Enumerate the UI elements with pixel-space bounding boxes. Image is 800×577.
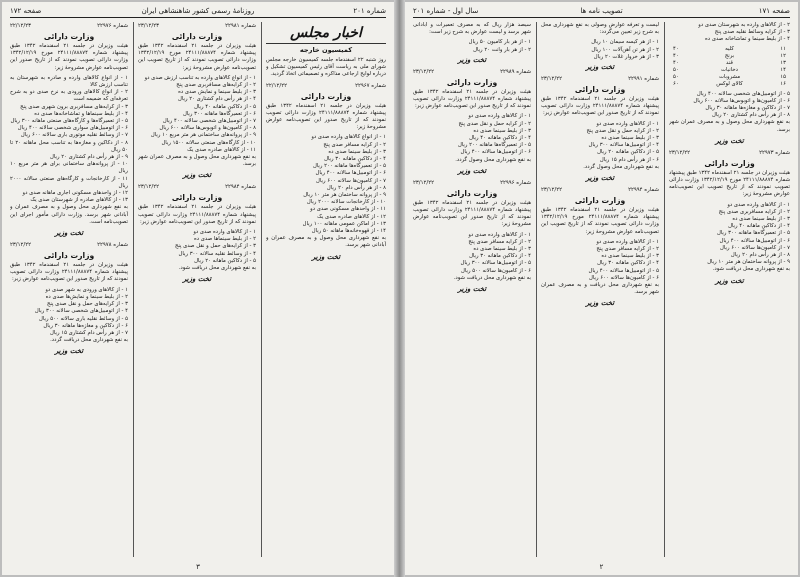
decree-number-row bbox=[138, 183, 256, 191]
column-divider bbox=[664, 22, 665, 557]
decree-list-item: ۴ - از هر رأس دام کشتاری ۲۰ ریال bbox=[178, 96, 256, 103]
decree-list-item: ۶ - از هر رأس دام ۱۵ ریال bbox=[599, 156, 659, 163]
decree-list-item: ۵ - از دکاکین ماهانه ۲۰ ریال bbox=[194, 257, 256, 264]
decree-list-item: ۳ - از کرایه‌های حمل و نقل صدی پنج bbox=[174, 243, 256, 250]
decree-list-item: ۲ - از کرایه مسافر صدی پنج bbox=[596, 246, 659, 253]
left-page-column-1 bbox=[10, 22, 128, 557]
decree-date: ۲۳/۱۲/۲۲ bbox=[413, 179, 435, 186]
tariff-cell: ۱۵ bbox=[780, 73, 786, 80]
decree-paragraph: به نفع شهرداری محل دریافت شود. bbox=[712, 266, 790, 273]
decree-paragraph: به نفع شهرداری محل دریافت شود. bbox=[178, 265, 256, 272]
decree-ministry-title: وزارت دارائی bbox=[300, 91, 352, 101]
tariff-cell: برنج bbox=[724, 52, 735, 59]
decree-list-item: ۴ - از دکاکین ماهانه ۴۰ ریال bbox=[728, 223, 790, 230]
prime-minister-signature: تخت وزیر bbox=[311, 252, 341, 261]
decree-list-item: ۹ - از پروانه ساختمان هر متر ۱۰ ریال bbox=[303, 192, 386, 199]
decree-paragraph: به نفع شهرداری محل وصول گردد. bbox=[583, 163, 659, 170]
decree-list-item: ۴ - از بلیط سینماها و تماشاخانه‌ها صدی ده bbox=[34, 110, 128, 117]
tariff-cell: ۴۰ bbox=[673, 52, 679, 59]
majlis-news-masthead: اخبار مجلس bbox=[266, 23, 386, 44]
decree-ministry-title: وزارت دارائی bbox=[43, 251, 95, 261]
decree-list-item: ۹ - از پروانه‌های ساختمانی هر متر مربع ۱۰ ریال bbox=[150, 132, 256, 139]
decree-list-item: ۷ - از کامیون‌ها سالانه ۶۰۰ ریال bbox=[316, 177, 386, 184]
tariff-row bbox=[669, 46, 790, 53]
decree-list-item: ۷ - از اتومبیل‌های شخصی سالانه ۴۰۰ ریال bbox=[162, 118, 256, 125]
decree-list-item: ۴ - از اتومبیل‌های شخصی سالانه ۳۰۰ ریال bbox=[34, 308, 128, 315]
decree-paragraph: به نفع شهرداری محل وصول و به مصرف عمران شهر برسد. bbox=[669, 119, 790, 133]
decree-list-item: ۲ - از بلیط سینماها صدی ده bbox=[193, 236, 256, 243]
prime-minister-signature: تخت وزیر bbox=[54, 229, 84, 238]
tariff-row bbox=[669, 67, 790, 74]
decree-list-item: ۳ - از کرایه‌های مسافربری برون شهری صدی پنج bbox=[20, 103, 128, 110]
decree-list-item: ۵ - از دکاکین ماهانه ۲۰ ریال bbox=[597, 149, 659, 156]
left-page-number: ۳ bbox=[196, 563, 200, 571]
decree-list-item: ۱ - از کالاهای وارده صدی دو bbox=[596, 238, 659, 245]
decree-list-item: ۶ - از دکاکین و مغازه‌ها ماهانه ۳۰ ریال bbox=[43, 322, 128, 329]
decree-list-item: ۲ - از کرایه مسافر صدی پنج bbox=[468, 238, 531, 245]
decree-list-item: ۲ - از بلیط سینما و نمایش‌ها صدی ده bbox=[45, 293, 128, 300]
decree-ministry-title: وزارت دارائی bbox=[171, 32, 223, 41]
decree-list-item: ۸ - از هر رأس دام ۲۰ ریال bbox=[326, 184, 386, 191]
right-page-column-1 bbox=[413, 22, 531, 557]
decree-list-item: ۵ - از اتومبیل‌ها سالانه ۴۰۰ ریال bbox=[588, 267, 659, 274]
decree-list-item: ۷ - از هر رأس دام کشتاری ۱۵ ریال bbox=[50, 329, 128, 336]
decree-list-item: ۳ - از بلیط سینما صدی ده bbox=[473, 246, 531, 253]
prime-minister-signature: تخت وزیر bbox=[585, 174, 615, 183]
decree-paragraph: هیئت وزیران در جلسه ۲۱ اسفندماه ۱۳۴۲ طبق پیشنهاد شماره ۲۴۱۱۱/۸۸۸۷۴ مورخ ۱۳۴۲/۱۲/۱۹ وزارت دارائی تصویب نمودند که از تاریخ صدور این تصویب‌نامه عوارض مشروحهٔ زیر: bbox=[10, 43, 128, 71]
decree-list-item: ۱ - از کالاهای ورودی به شهر صدی دو bbox=[45, 286, 128, 293]
decree-list-item: ۳ - از کرایه‌های حمل و نقل صدی پنج bbox=[46, 301, 128, 308]
prime-minister-signature: تخت وزیر bbox=[54, 347, 84, 356]
committee-subheading: کمیسیون خارجه bbox=[299, 46, 353, 54]
decree-list-item: ۶ - از اتومبیل‌ها سالانه ۴۰۰ ریال bbox=[315, 170, 386, 177]
decree-paragraph: هیئت وزیران در جلسه ۲۱ اسفندماه ۱۳۴۲ طبق پیشنهاد شماره ۲۴۱۱۱/۸۸۸۷۴ وزارت دارائی تصویب نمودند که از تاریخ صدور این تصویب‌نامه عوارض زیر: bbox=[413, 88, 531, 110]
decree-paragraph: به نفع شهرداری محل وصول و به مصرف عمران و آبادانی شهر برسد. bbox=[266, 235, 386, 249]
decree-list-item: ۶ - از اتومبیل‌ها سالانه ۴۰۰ ریال bbox=[460, 149, 531, 156]
tariff-cell: ۱۳ bbox=[780, 59, 786, 66]
decree-list-item: ۵ - از اتومبیل‌ها سالانه ۳۰۰ ریال bbox=[460, 260, 531, 267]
decree-list-item: ۱۰ - از پروانه‌های ساختمانی برای هر متر مربع ۱۰ ریال bbox=[10, 161, 128, 175]
right-header-title: تصویب نامه ها bbox=[580, 7, 623, 15]
decree-list-item: ۴ - از وسائط نقلیه سالانه ۳۰۰ ریال bbox=[178, 250, 256, 257]
decree-number-row bbox=[266, 82, 386, 90]
decree-date: ۲۳/۱۲/۲۲ bbox=[10, 242, 32, 249]
decree-date: ۲۳/۱۲/۲۳ bbox=[138, 23, 160, 29]
decree-list-item: ۸ - از هر رأس دام ۲۰ ریال bbox=[730, 252, 790, 259]
decree-number-row bbox=[10, 241, 128, 249]
decree-paragraph: هیئت وزیران در جلسه ۲۱ اسفندماه ۱۳۴۲ طبق پیشنهاد شماره ۲۴۱۱۱/۸۸۸۷۴ وزارت دارائی تصویب نمودند که از تاریخ صدور این تصویب‌نامه عوارض زیر: bbox=[10, 262, 128, 283]
decree-date: ۲۲/۱۲/۲۳ bbox=[10, 23, 32, 29]
page-gutter bbox=[394, 0, 405, 577]
prime-minister-signature: تخت وزیر bbox=[457, 55, 487, 64]
decree-list-item: ۲ - از کرایه حمل و نقل صدی پنج bbox=[458, 120, 531, 127]
decree-list-item: ۱ - از کالاهای وارده صدی دو bbox=[727, 201, 790, 208]
prime-minister-signature: تخت وزیر bbox=[182, 171, 212, 180]
decree-list-item: ۶ - از کامیون‌ها و اتوبوس‌ها سالانه ۶۰۰ ریال bbox=[693, 97, 790, 104]
decree-paragraph: به نفع شهرداری محل وصول و به مصرف عمران و آبادانی شهر برسد. وزارت دارائی مأمور اجرای این تصویب‌نامه است. bbox=[10, 204, 128, 225]
decree-ministry-title: وزارت دارائی bbox=[574, 85, 626, 95]
prime-minister-signature: تخت وزیر bbox=[182, 275, 212, 284]
decree-paragraph: هیئت وزیران در جلسه ۲۱ اسفندماه ۱۳۴۲ طبق پیشنهاد شماره ۲۴۱۱۱/۸۸۸۷۴ وزارت دارائی تصویب نمودند که از تاریخ صدور این تصویب‌نامه عوارض مشروحهٔ زیر: bbox=[413, 199, 531, 228]
decree-number: شماره ۲۲۹۶۷ bbox=[355, 82, 386, 89]
tariff-cell: ۴۰ bbox=[673, 59, 679, 66]
decree-list-item: ۲ - از انواع کالاهای ورودی به نرخ صدی دو به شرح تعرفه‌ای که ضمیمه است bbox=[10, 89, 128, 103]
decree-list-item: ۱۳ - از اماکن عمومی ماهانه ۱۰۰ ریال bbox=[302, 220, 386, 227]
decree-paragraph: روز شنبه ۲۲ اسفندماه جلسه کمیسیون خارجه مجلس شورای ملی به ریاست آقای رئیس کمیسیون تشکیل و درباره لوایح ارجاعی مذاکره و تصمیماتی اتخاذ گردید. bbox=[266, 57, 386, 78]
decree-ministry-title: وزارت دارائی bbox=[171, 193, 223, 203]
decree-list-item: ۱ - از کالاهای وارده صدی دو bbox=[468, 113, 531, 120]
prime-minister-signature: تخت وزیر bbox=[585, 63, 615, 72]
decree-number: شماره ۲۲۹۷۳ bbox=[759, 149, 790, 156]
column-divider bbox=[261, 22, 262, 557]
decree-list-item: ۱۰ - از کارگاه‌های صنعتی سالانه ۱۵۰۰ ریال bbox=[161, 139, 256, 146]
decree-list-item: ۲ - از کرایه مسافربری صدی پنج bbox=[718, 208, 790, 215]
decree-list-item: ۸ - از کامیون‌ها و اتوبوس‌ها سالانه ۶۰۰ ریال bbox=[159, 125, 256, 132]
decree-list-item: ۲ - از هر تن آهن‌آلات ۱۰۰ ریال bbox=[591, 46, 659, 53]
decree-list-item: ۲ - از هر بار وانت ۲۰ ریال bbox=[473, 46, 531, 53]
decree-list-item: ۱ - از انواع کالاهای وارده به تناسب ارزش صدی دو bbox=[144, 74, 256, 81]
tariff-cell: دخانیات bbox=[721, 66, 738, 73]
tariff-cell: مشروبات bbox=[718, 73, 741, 80]
decree-list-item: ۵ - از وسائط نقلیه باری سالانه ۵۰۰ ریال bbox=[39, 315, 128, 322]
decree-list-item: ۹ - از هر رأس دام کشتاری ۲۰ ریال bbox=[50, 154, 128, 161]
tariff-cell: ۱۴ bbox=[780, 66, 786, 73]
decree-list-item: ۱۱ - از کارخانجات و کارگاه‌های صنعتی سالانه ۲۰۰۰ ریال bbox=[10, 175, 128, 189]
decree-list-item: ۲ - از کرایه‌های مسافربری صدی پنج bbox=[176, 82, 256, 89]
decree-paragraph: به نفع شهرداری محل وصول گردد. bbox=[455, 156, 531, 163]
decree-list-item: ۷ - از کامیون‌ها سالانه ۶۰۰ ریال bbox=[720, 244, 790, 251]
tariff-table bbox=[669, 46, 790, 88]
decree-number: شماره ۲۲۹۸۹ bbox=[500, 68, 531, 75]
decree-list-item: ۱ - از کالاهای وارده صدی دو bbox=[596, 120, 659, 127]
decree-list-item: ۳ - از بلیط سینما صدی ده bbox=[732, 216, 790, 223]
column-divider bbox=[133, 22, 134, 557]
decree-ministry-title: وزارت دارائی bbox=[446, 77, 498, 87]
decree-paragraph: هیئت وزیران در جلسه ۲۱ اسفندماه ۱۳۴۲ طبق پیشنهاد شماره ۲۴۱۱۱/۸۸۸۷۴ مورخ ۱۳۴۲/۱۲/۱۹ وزارت دارائی تصویب نمودند که از تاریخ تصویب این تصویب‌نامه عوارض مشروحهٔ زیر: bbox=[541, 207, 659, 235]
tariff-cell: ۴۰ bbox=[673, 45, 679, 52]
decree-number-row bbox=[138, 22, 256, 30]
right-page-number: ۲ bbox=[599, 563, 604, 571]
decree-list-item: ۱ - از کالاهای وارده صدی دو bbox=[193, 229, 256, 236]
decree-paragraph: هیئت وزیران در جلسه ۲۱ اسفندماه ۱۳۴۲ طبق پیشنهاد شماره ۲۴۱۱۱/۸۸۸۷۴ وزارت دارائی تصویب نمودند که از تاریخ صدور این تصویب‌نامه عوارض زیر: bbox=[541, 96, 659, 117]
tariff-cell: ۵۰ bbox=[673, 73, 679, 80]
left-header-issue: شماره ۲۰۱ bbox=[353, 7, 386, 15]
tariff-cell: ۵۰ bbox=[673, 66, 679, 73]
decree-number: شماره ۲۲۹۸۱ bbox=[225, 23, 256, 29]
decree-list-item: ۱ - از هر کیسه سیمان ۱۰ ریال bbox=[591, 39, 659, 46]
decree-paragraph: به نفع شهرداری محل دریافت شود. bbox=[453, 274, 531, 281]
decree-list-item: ۱ - از هر بار کامیون ۵۰ ریال bbox=[468, 39, 531, 46]
decree-list-item: ۵ - از اتومبیل‌های شخصی سالانه ۴۰۰ ریال bbox=[696, 90, 790, 97]
decree-list-item: ۴ - از اتومبیل‌ها سالانه ۳۰۰ ریال bbox=[588, 142, 659, 149]
left-header-title: روزنامهٔ رسمی کشور شاهنشاهی ایران bbox=[141, 7, 255, 15]
tariff-cell: ۱۲ bbox=[780, 52, 786, 59]
decree-number: شماره ۲۲۹۷۸ bbox=[97, 242, 128, 249]
tariff-row bbox=[669, 74, 790, 81]
decree-paragraph: هیئت وزیران در جلسه ۲۱ اسفندماه ۱۳۴۲ طبق پیشنهاد شماره ۲۴۱۱۱/۸۸۸۷۴ وزارت دارائی تصویب نمودند که از تاریخ صدور این تصویب‌نامه عوارض زیر: bbox=[138, 204, 256, 225]
left-page-header bbox=[10, 5, 386, 18]
right-page-header bbox=[413, 5, 790, 18]
decree-date: ۲۳/۱۲/۲۲ bbox=[541, 187, 563, 194]
decree-list-item: ۱۲ - از واحدهای مسکونی اجاری ماهانه صدی دو bbox=[22, 190, 128, 197]
decree-number: شماره ۲۲۹۷۶ bbox=[97, 23, 128, 29]
decree-number: شماره ۲۲۹۸۴ bbox=[225, 184, 256, 191]
decree-list-item: ۱۳ - از کالاهای صادره از شهرستان صدی یک bbox=[30, 197, 128, 204]
right-header-page: صفحه ۱۷۱ bbox=[758, 7, 790, 15]
decree-paragraph: هیئت وزیران در جلسه ۲۱ اسفندماه ۱۳۴۲ طبق پیشنهاد شماره ۲۴۱۱۱/۸۸۸۷۴ مورخ ۱۳۴۲/۱۲/۱۹ وزارت دارائی تصویب نمودند که از تاریخ تصویب این تصویب‌نامه عوارض مشروحهٔ زیر: bbox=[669, 169, 790, 198]
decree-number-row bbox=[669, 149, 790, 157]
decree-list-item: ۵ - از تعمیرگاه‌ها ماهانه ۳۰۰ ریال bbox=[716, 230, 790, 237]
decree-list-item: ۴ - از دکاکین ماهانه ۴۰ ریال bbox=[469, 135, 531, 142]
decree-list-item: ۱ - از انواع کالاهای وارده صدی دو bbox=[311, 134, 386, 141]
decree-ministry-title: وزارت دارائی bbox=[574, 196, 626, 206]
decree-ministry-title: وزارت دارائی bbox=[43, 32, 95, 41]
right-page-column-2 bbox=[541, 22, 659, 557]
tariff-row bbox=[669, 81, 790, 88]
prime-minister-signature: تخت وزیر bbox=[457, 285, 487, 294]
decree-list-item: ۵ - از تعمیرگاه‌ها ماهانه ۲۰۰ ریال bbox=[457, 142, 531, 149]
decree-paragraph: به نفع شهرداری محل دریافت و به مصرف عمران شهر برسد. bbox=[541, 282, 659, 296]
decree-list-item: ۳ - از هر خروار غلات ۲۰ ریال bbox=[593, 53, 659, 60]
decree-ministry-title: وزارت دارائی bbox=[446, 188, 498, 198]
decree-date: ۲۳/۱۲/۲۲ bbox=[413, 68, 435, 75]
decree-list-item: ۲ - از کرایه مسافر صدی پنج bbox=[323, 141, 386, 148]
prime-minister-signature: تخت وزیر bbox=[715, 276, 744, 285]
decree-list-item: ۴ - از دکاکین ماهانه ۳۰ ریال bbox=[324, 156, 386, 163]
left-page-column-3 bbox=[266, 22, 386, 557]
decree-date: ۲۳/۱۲/۲۲ bbox=[138, 184, 160, 191]
tariff-row bbox=[669, 60, 790, 67]
tariff-cell: ۶۰ bbox=[673, 80, 679, 87]
prime-minister-signature: تخت وزیر bbox=[457, 166, 487, 175]
decree-list-item: ۴ - از بلیط سینما و تماشاخانه صدی ده bbox=[705, 36, 790, 43]
decree-list-item: ۶ - از اتومبیل‌های سواری شخصی سالانه ۴۰۰ ریال bbox=[17, 125, 128, 132]
left-page bbox=[2, 2, 394, 575]
decree-list-item: ۱۴ - از قهوه‌خانه‌ها ماهانه ۵۰ ریال bbox=[311, 228, 386, 235]
decree-list-item: ۳ - از بلیط سینما و نمایش صدی ده bbox=[178, 89, 256, 96]
prime-minister-signature: تخت وزیر bbox=[715, 136, 744, 145]
decree-number: شماره ۲۲۹۹۶ bbox=[500, 179, 531, 186]
decree-paragraph: هیئت وزیران در جلسه ۲۱ اسفندماه ۱۳۴۲ طبق پیشنهاد شماره ۲۴۱۱۱/۸۸۸۷۴ مورخ ۱۳۴۲/۱۲/۱۹ وزارت دارائی تصویب نمودند که از تاریخ تصویب این تصویب‌نامه عوارض مشروحهٔ زیر: bbox=[138, 43, 256, 71]
decree-list-item: ۱۲ - از کالاهای صادره صدی یک bbox=[317, 213, 386, 220]
decree-date: ۲۳/۱۲/۲۲ bbox=[669, 149, 691, 156]
decree-number-row bbox=[10, 22, 128, 30]
decree-list-item: ۳ - از بلیط سینما صدی ده bbox=[601, 135, 659, 142]
tariff-cell: ۱۱ bbox=[780, 45, 786, 52]
decree-list-item: ۵ - از تعمیرگاه‌ها و کارگاه‌های صنعتی ماهانه ۳۰۰ ریال bbox=[10, 118, 128, 125]
decree-paragraph: هیئت وزیران در جلسه ۲۱ اسفندماه ۱۳۴۲ طبق پیشنهاد شماره ۲۴۱۱۱/۸۸۸۷۴ وزارت دارائی تصویب نمودند که از تاریخ صدور این تصویب‌نامه عوارض مشروحهٔ زیر: bbox=[266, 102, 386, 131]
decree-list-item: ۲ - از کرایه حمل و نقل صدی پنج bbox=[586, 127, 659, 134]
decree-number-row bbox=[541, 75, 659, 83]
prime-minister-signature: تخت وزیر bbox=[585, 299, 615, 308]
left-header-page: صفحه ۱۷۲ bbox=[10, 7, 42, 15]
right-page-column-3 bbox=[669, 22, 790, 557]
decree-list-item: ۶ - از کامیون‌ها سالانه ۶۰۰ ریال bbox=[589, 274, 659, 281]
tariff-cell: کلیه bbox=[725, 45, 734, 52]
decree-list-item: ۴ - از دکاکین ماهانه ۳۰ ریال bbox=[469, 253, 531, 260]
decree-list-item: ۱۰ - از کارخانجات سالانه ۲۰۰۰ ریال bbox=[306, 199, 386, 206]
decree-list-item: ۶ - از تعمیرگاه‌ها ماهانه ۳۰۰ ریال bbox=[182, 110, 256, 117]
decree-list-item: ۳ - از کرایه وسائط نقلیه صدی پنج bbox=[714, 29, 790, 36]
decree-list-item: ۱۱ - از واحدهای مسکونی صدی دو bbox=[310, 206, 386, 213]
decree-number: شماره ۲۲۹۹۴ bbox=[628, 187, 659, 194]
decree-number: شماره ۲۲۹۹۱ bbox=[628, 76, 659, 83]
decree-list-item: ۳ - از بلیط سینما صدی ده bbox=[601, 253, 659, 260]
decree-list-item: ۴ - از دکاکین ماهانه ۳۰ ریال bbox=[597, 260, 659, 267]
decree-list-item: ۳ - از بلیط سینما صدی ده bbox=[473, 127, 531, 134]
decree-paragraph: به نفع شهرداری محل وصول و به مصرف عمران شهر برسد. bbox=[138, 154, 256, 168]
decree-ministry-title: وزارت دارائی bbox=[704, 158, 755, 168]
decree-number-row bbox=[413, 68, 531, 76]
decree-date: ۲۳/۱۲/۲۲ bbox=[541, 76, 563, 83]
right-header-issue: سال اول - شماره ۲۰۱ bbox=[413, 7, 479, 15]
decree-list-item: ۲ - از کالاهای وارده به شهرستان صدی دو bbox=[698, 22, 790, 28]
decree-list-item: ۱۱ - از کالاهای صادره صدی یک bbox=[187, 146, 256, 153]
tariff-cell: کالای لوکس bbox=[716, 80, 743, 87]
decree-list-item: ۷ - از دکاکین و مغازه‌ها ماهانه ۳۰ ریال bbox=[705, 105, 790, 112]
decree-list-item: ۱ - از کالاهای وارده صدی دو bbox=[468, 231, 531, 238]
decree-list-item: ۶ - از اتومبیل‌ها سالانه ۴۰۰ ریال bbox=[719, 237, 790, 244]
decree-list-item: ۸ - از هر رأس دام کشتاری ۲۰ ریال bbox=[712, 112, 790, 119]
decree-list-item: ۹ - از پروانه ساختمان هر متر ۱۰ ریال bbox=[707, 259, 790, 266]
decree-list-item: ۱ - از انواع کالاهای وارده و صادره به شهرستان به تناسب ارزش کالا bbox=[10, 74, 128, 89]
column-divider bbox=[536, 22, 537, 557]
decree-paragraph: سیصد هزار ریال که به مصرف تعمیرات و آبادانی شهر برسد و لیست عوارض به شرح زیر است: bbox=[413, 22, 531, 36]
decree-number-row bbox=[541, 186, 659, 194]
tariff-cell: قند bbox=[726, 59, 733, 66]
right-page bbox=[405, 2, 798, 575]
decree-paragraph: لیست و تعرفه عوارض وصولی به نفع شهرداری محل به شرح زیر تعیین می‌گردد: bbox=[541, 22, 659, 36]
decree-list-item: ۵ - از دکاکین ماهانه ۴۰ ریال bbox=[194, 103, 256, 110]
decree-list-item: ۳ - از بلیط سینما صدی ده bbox=[328, 148, 386, 155]
decree-list-item: ۵ - از تعمیرگاه‌ها ماهانه ۲۰۰ ریال bbox=[312, 163, 386, 170]
decree-list-item: ۶ - از کامیون‌ها سالانه ۵۰۰ ریال bbox=[461, 267, 531, 274]
decree-paragraph: به نفع شهرداری محل دریافت گردد. bbox=[50, 337, 128, 344]
tariff-row bbox=[669, 53, 790, 60]
decree-list-item: ۸ - از دکاکین و مغازه‌ها به تناسب محل ماهانه ۲۰ تا ۵۰ ریال bbox=[10, 139, 128, 153]
left-page-column-2 bbox=[138, 22, 256, 557]
decree-number-row bbox=[413, 179, 531, 187]
decree-list-item: ۷ - از وسائط نقلیه موتوری باری سالانه ۶۰۰ ریال bbox=[20, 132, 128, 139]
tariff-cell: ۱۶ bbox=[780, 80, 786, 87]
decree-date: ۲۲/۱۲/۲۲ bbox=[266, 82, 288, 89]
